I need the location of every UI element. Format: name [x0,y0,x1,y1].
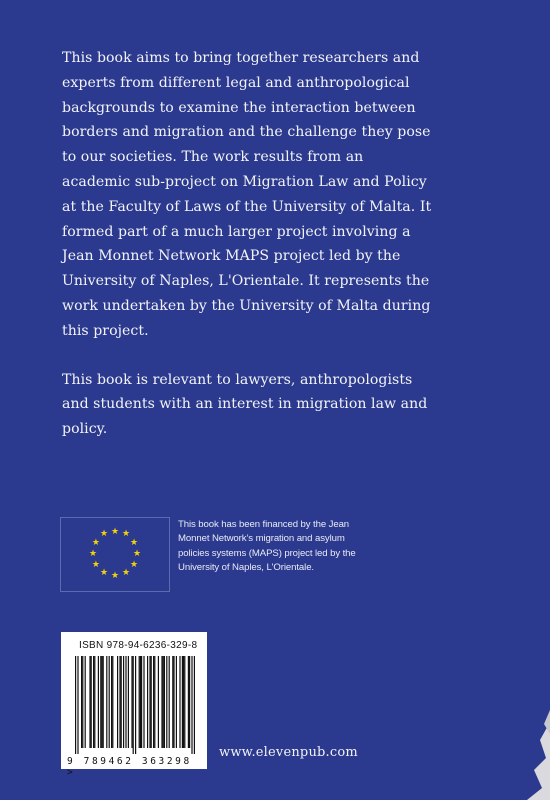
eu-star-icon: ★ [91,559,100,570]
eu-star-icon: ★ [110,526,120,537]
funding-note: This book has been financed by the Jean Monnet Network’s migration and asylum policies systems (MAPS) project led by the University of Naples, L'Orientale. [178,519,356,573]
eu-star-icon: ★ [88,548,98,559]
eu-star-icon: ★ [99,567,109,578]
eu-star-icon: ★ [99,529,109,540]
isbn-barcode [61,632,207,778]
eu-flag-icon [60,517,170,592]
eu-star-icon: ★ [121,529,131,540]
barcode-icon [69,656,199,754]
eu-star-icon: ★ [121,567,131,578]
isbn-label: ISBN 978-94-6236-329-8 [79,640,198,651]
back-cover-blurb [62,46,432,466]
eu-star-icon: ★ [130,559,139,570]
publisher-website[interactable]: www.elevenpub.com [219,745,358,760]
blurb-paragraph-2: This book is relevant to lawyers, anthropologists and students with an interest in migration law and policy. [62,371,428,438]
eu-star-icon: ★ [91,537,100,548]
eu-star-icon: ★ [110,570,120,581]
barcode-digits: 9 789462 363298 > [67,756,192,778]
blurb-paragraph-1: This book aims to bring together researchers and experts from different legal and anthropological backgrounds to examine the interaction between borders and migration and the challenge they pose to our societies. The work results from an academic sub-project on Migration Law and Policy at the Faculty of Laws of the University of Malta. It formed part of a much larger project involving a Jean Monnet Network MAPS project led by the University of Naples, L'Orientale. It represents the work undertaken by the University of Malta during this project. [62,50,432,339]
eu-star-icon: ★ [132,548,142,559]
corner-scuff-icon [482,710,550,800]
eu-star-icon: ★ [130,537,139,548]
